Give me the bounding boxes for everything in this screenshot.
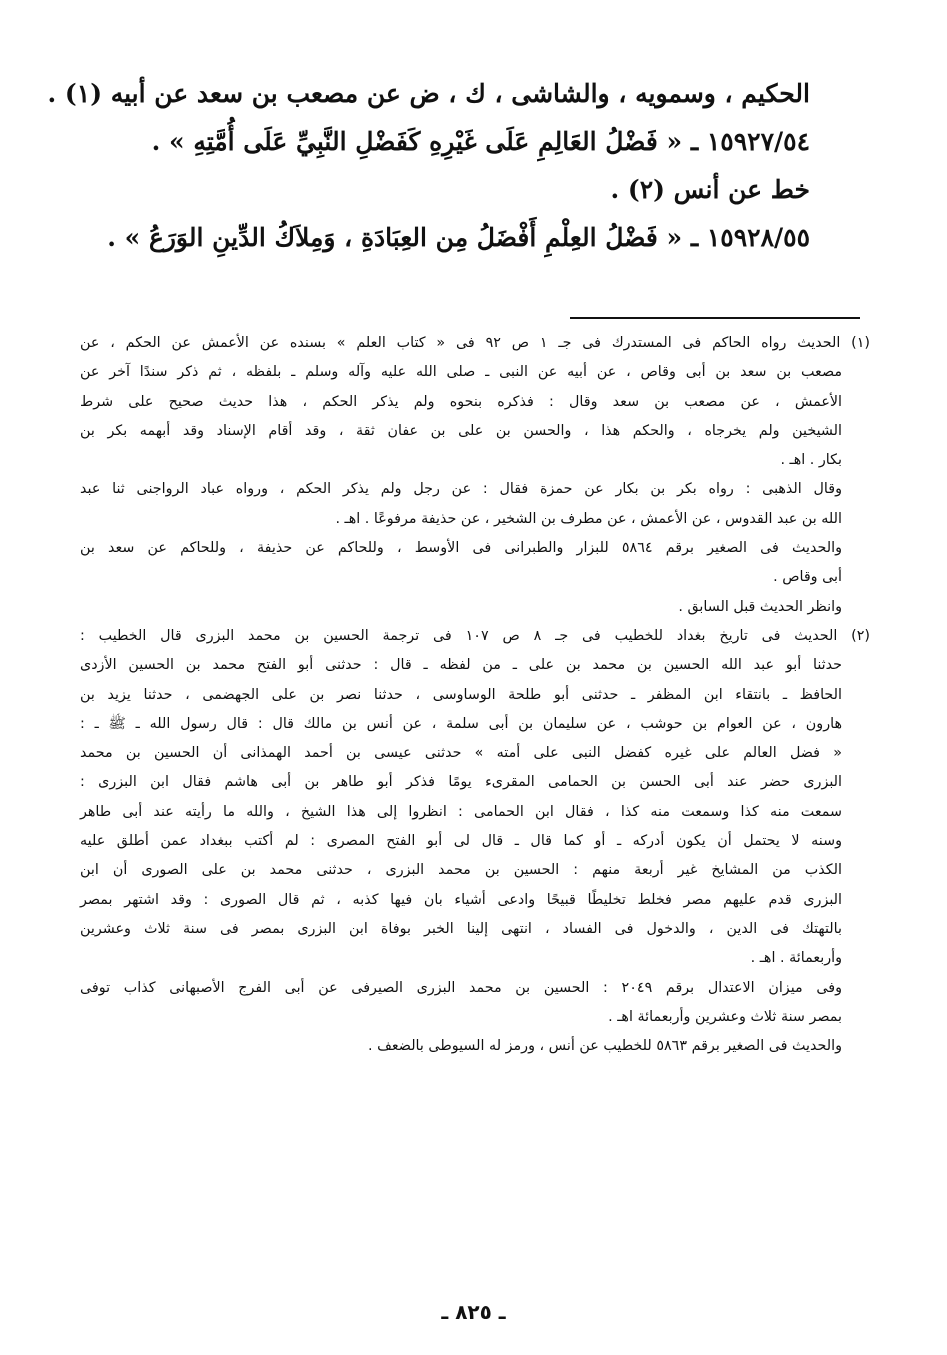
footnote-line: وسنه لا يحتمل أن يكون أدركه ـ أو كما قال ـ قال لى أبو الفتح المصرى : لم أكتب ببغداد عمن أطلق عليه xyxy=(80,833,842,850)
footnote-line: حدثنا أبو عبد الله الحسين بن محمد بن على ـ من لفظه ـ قال : حدثنى أبو الفتح محمد بن الحسين الأزدى xyxy=(80,657,842,674)
main-text-block xyxy=(47,70,810,262)
footnote-line: « فضل العالم على غيره كفضل النبى على أمته » حدثنى عيسى بن أحمد الهمذانى أن الحسين بن محمد xyxy=(80,745,842,762)
footnote-line: (١) الحديث رواه الحاكم فى المستدرك فى جـ ١ ص ٩٢ فى « كتاب العلم » بسنده عن الأعمش عن الحكم ، عن xyxy=(80,335,870,351)
footnote-line: مصعب بن سعد بن أبى وقاص ، عن أبيه عن النبى ـ صلى الله عليه وآله وسلم ـ بلفظه ، ثم ذكر سندًا آخر عن xyxy=(80,364,842,381)
footnote-line: هارون ، عن العوام بن حوشب ، عن سليمان بن أبى سلمة ، عن أنس بن مالك قال : قال رسول الله ـ ﷺ ـ : xyxy=(80,715,842,732)
footnote-line: البزرى حضر عند أبى الحسن بن الحمامى المقرىء يومًا فذكر أبو طاهر بن أبى هاشم فقال ابن البزرى : xyxy=(80,774,842,791)
footnote-line: وفى ميزان الاعتدال برقم ٢٠٤٩ : الحسين بن محمد البزرى الصيرفى عن أبى الفرج الأصبهانى كذاب توفى xyxy=(80,979,842,996)
footnote-line: بمصر سنة ثلاث وعشرين وأربعمائة اهـ . xyxy=(608,1008,842,1025)
footnote-line: الله بن عبد القدوس ، عن الأعمش ، عن مطرف بن الشخير ، عن حذيفة مرفوعًا . اهـ . xyxy=(335,510,842,527)
footnote-divider xyxy=(570,317,860,319)
hadith-entry: ١٥٩٢٨/٥٥ ـ « فَضْلُ العِلْمِ أَفْضَلُ مِن العِبَادَةِ ، وَمِلاَكُ الدِّينِ الوَرَعُ » . xyxy=(107,223,810,252)
footnote-line: بالتهتك فى الدين ، والدخول فى الفساد ، انتهى إلينا الخبر بوفاة ابن البزرى بمصر فى سنة ثلاث وعشرين xyxy=(80,920,842,937)
footnote-line: والحديث فى الصغير برقم ٥٨٦٤ للبزار والطبرانى فى الأوسط ، وللحاكم عن حذيفة ، وللحاكم عن سعد بن xyxy=(80,540,842,557)
main-text-line: الحكيم ، وسمويه ، والشاشى ، ك ، ض عن مصعب بن سعد عن أبيه (١) . xyxy=(47,79,810,108)
footnote-line: وأربعمائة . اهـ . xyxy=(750,950,842,967)
footnote-line: بكار . اهـ . xyxy=(780,452,842,469)
footnote-line: الشيخين ولم يخرجاه ، والحكم هذا ، والحسن بن على بن عفان ثقة ، وقد أقام الإسناد وقد أبهمه بكر بن xyxy=(80,422,842,439)
page-number: ـ ٨٢٥ ـ xyxy=(441,1300,506,1324)
footnote-line: سمعت منه كذا وسمعت منه كذا ، فقال ابن الحمامى : انظروا إلى هذا الشيخ ، والله ما رأيته عند أبى طاهر xyxy=(80,803,842,820)
hadith-entry: ١٥٩٢٧/٥٤ ـ « فَضْلُ العَالِمِ عَلَى غَيْرِهِ كَفَضْلِ النَّبِيِّ عَلَى أُمَّتِهِ » . xyxy=(151,127,810,156)
footnote-line: (٢) الحديث فى تاريخ بغداد للخطيب فى جـ ٨ ص ١٠٧ فى ترجمة الحسين بن محمد البزرى قال الخطيب : xyxy=(80,627,870,644)
main-text-line: خط عن أنس (٢) . xyxy=(610,175,810,204)
footnote-line: أبى وقاص . xyxy=(773,569,842,586)
footnote-line: الحافظ ـ بانتقاء ابن المظفر ـ حدثنى أبو طلحة الوساوسى ، حدثنا نصر بن على الجهضمى ، حدثنا يزيد بن xyxy=(80,686,842,703)
footnotes-block xyxy=(80,329,870,1061)
footnote-line: الأعمش ، عن مصعب بن سعد وقال : فذكره بنحوه ولم يذكر الحكم ، هذا حديث صحيح على شرط xyxy=(80,393,842,410)
footnote-line: الكذب من المشايخ غير أربعة منهم : الحسين بن محمد البزرى ، حدثنى محمد بن على الصورى أن ابن xyxy=(80,862,842,879)
footnote-line: وانظر الحديث قبل السابق . xyxy=(678,598,842,615)
footnote-line: البزرى قدم عليهم مصر فخلط تخليطًا قبيحًا وادعى أشياء بان فيها كذبه ، ثم قال الصورى : وقد اشتهر بمصر xyxy=(80,891,842,908)
footnote-line: والحديث فى الصغير برقم ٥٨٦٣ للخطيب عن أنس ، ورمز له السيوطى بالضعف . xyxy=(368,1038,842,1055)
footnote-line: وقال الذهبى : رواه بكر بن بكار عن حمزة فقال : عن رجل ولم يذكر الحكم ، ورواه عباد الرواجنى ثنا عبد xyxy=(80,481,842,498)
